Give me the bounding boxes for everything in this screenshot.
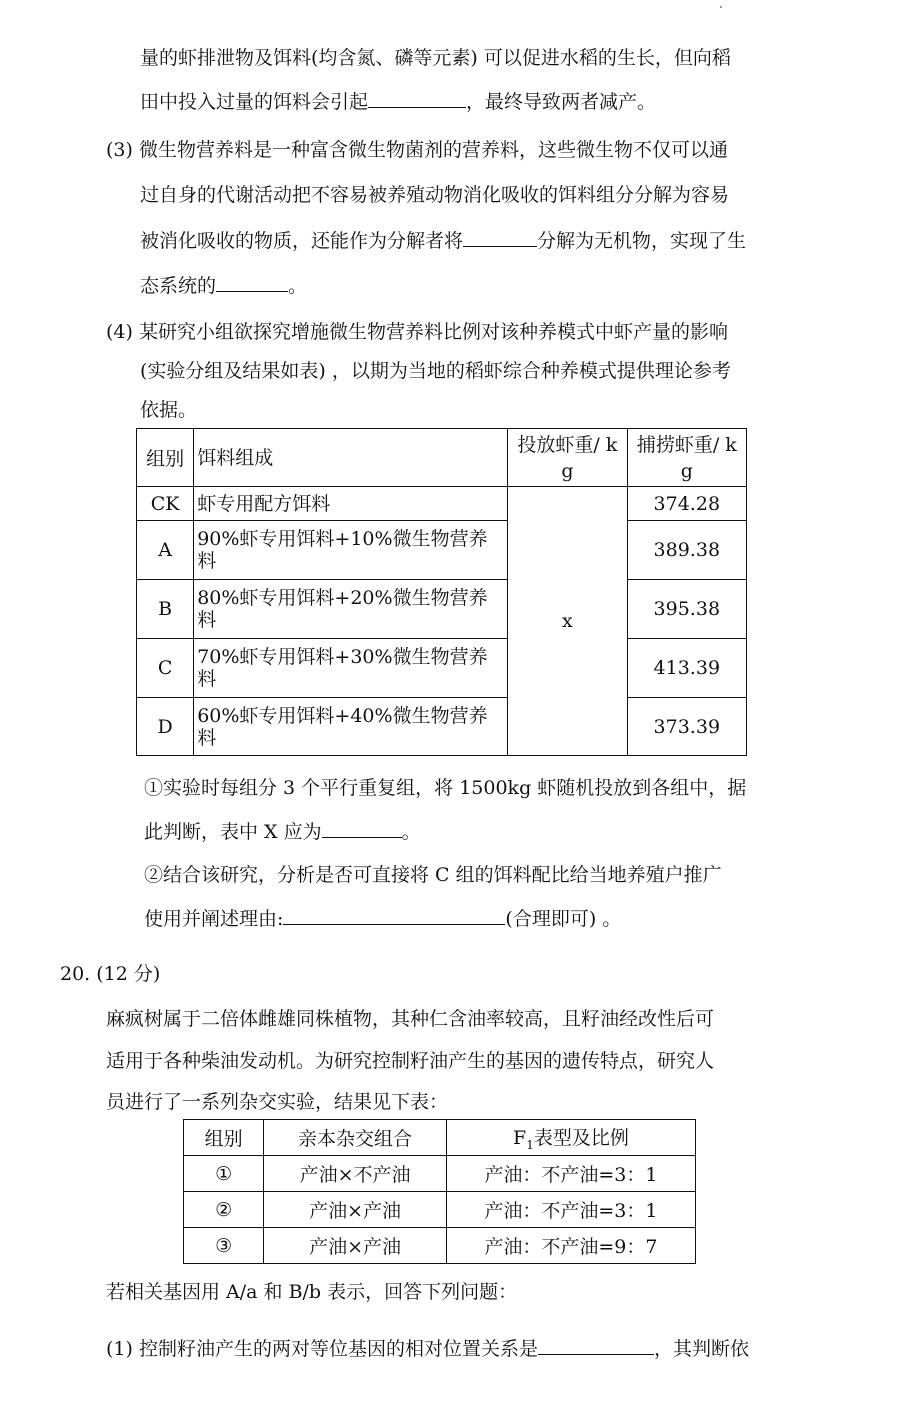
group-cell: ② xyxy=(184,1192,264,1228)
group-cell: ① xyxy=(184,1156,264,1192)
paragraph-line: 田中投入过量的饵料会引起 ，最终导致两者减产。 xyxy=(140,91,657,113)
group-cell: A xyxy=(137,521,194,580)
cross-cell: 产油×产油 xyxy=(264,1228,447,1264)
answer-blank[interactable] xyxy=(283,906,505,925)
shrimp-feed-table xyxy=(136,428,747,756)
paragraph-line: 麻疯树属于二倍体雌雄同株植物，其种仁含油率较高，且籽油经改性后可 xyxy=(106,1008,715,1030)
header-cell: $F_1$表型及比例 xyxy=(446,1120,695,1156)
ratio-cell: 产油：不产油=9：7 xyxy=(446,1228,695,1264)
subquestion-2-line: ②结合该研究，分析是否可直接将 C 组的饵料配比给当地养殖户推广 xyxy=(144,864,722,886)
header-cell: 亲本杂交组合 xyxy=(264,1120,447,1156)
paragraph-line: 使用并阐述理由: (合理即可) 。 xyxy=(144,908,622,930)
table-row xyxy=(137,698,747,756)
table-row xyxy=(137,639,747,698)
table-row xyxy=(137,521,747,580)
paragraph-line: 量的虾排泄物及饵料(均含氮、磷等元素) 可以促进水稻的生长，但向稻 xyxy=(140,47,731,69)
paragraph-line: (实验分组及结果如表) ，以期为当地的稻虾综合种养模式提供理论参考 xyxy=(140,360,731,382)
question-20-header: 20. (12 分) xyxy=(60,963,161,985)
group-cell: C xyxy=(137,639,194,698)
group-cell: B xyxy=(137,580,194,639)
catch-weight-cell: 395.38 xyxy=(627,580,746,639)
group-cell: D xyxy=(137,698,194,756)
feed-cell: 90%虾专用饵料+10%微生物营养料 xyxy=(194,521,508,580)
question-4-line: (4) 某研究小组欲探究增施微生物营养料比例对该种养模式中虾产量的影响 xyxy=(106,321,728,343)
ratio-cell: 产油：不产油=3：1 xyxy=(446,1156,695,1192)
answer-blank[interactable] xyxy=(216,273,288,292)
catch-weight-cell: 373.39 xyxy=(627,698,746,756)
question-3-line: (3) 微生物营养料是一种富含微生物菌剂的营养料，这些微生物不仅可以通 xyxy=(106,139,728,161)
table-row xyxy=(184,1156,696,1192)
paragraph-line: 若相关基因用 A/a 和 B/b 表示，回答下列问题： xyxy=(106,1281,518,1303)
question-20-1-line: (1) 控制籽油产生的两对等位基因的相对位置关系是 ，其判断依 xyxy=(106,1338,749,1360)
answer-blank[interactable] xyxy=(322,819,402,838)
table-row xyxy=(137,487,747,521)
table-header-row xyxy=(137,429,747,487)
header-cell: 饵料组成 xyxy=(194,429,508,487)
subquestion-1-line: ①实验时每组分 3 个平行重复组，将 1500kg 虾随机投放到各组中，据 xyxy=(144,777,747,799)
cross-cell: 产油×不产油 xyxy=(264,1156,447,1192)
catch-weight-cell: 413.39 xyxy=(627,639,746,698)
group-cell: ③ xyxy=(184,1228,264,1264)
table-row xyxy=(137,580,747,639)
catch-weight-cell: 374.28 xyxy=(627,487,746,521)
paragraph-line: 过自身的代谢活动把不容易被养殖动物消化吸收的饵料组分分解为容易 xyxy=(140,184,730,206)
paragraph-line: 态系统的 。 xyxy=(140,275,308,297)
page-speck xyxy=(720,6,722,8)
ratio-cell: 产油：不产油=3：1 xyxy=(446,1192,695,1228)
feed-cell: 虾专用配方饵料 xyxy=(194,487,508,521)
catch-weight-cell: 389.38 xyxy=(627,521,746,580)
paragraph-line: 此判断，表中 X 应为 。 xyxy=(144,821,421,843)
answer-blank[interactable] xyxy=(463,228,537,247)
feed-cell: 70%虾专用饵料+30%微生物营养料 xyxy=(194,639,508,698)
answer-blank[interactable] xyxy=(538,1336,654,1355)
paragraph-line: 员进行了一系列杂交实验，结果见下表： xyxy=(106,1091,449,1113)
header-cell: 捕捞虾重/ k g xyxy=(627,429,746,487)
header-cell: 组别 xyxy=(184,1120,264,1156)
paragraph-line: 被消化吸收的物质，还能作为分解者将 分解为无机物，实现了生 xyxy=(140,230,747,252)
table-header-row xyxy=(184,1120,696,1156)
header-cell: 组别 xyxy=(137,429,194,487)
paragraph-line: 适用于各种柴油发动机。为研究控制籽油产生的基因的遗传特点，研究人 xyxy=(106,1050,715,1072)
stocking-weight-cell: x xyxy=(508,487,627,756)
answer-blank[interactable] xyxy=(368,89,466,108)
group-cell: CK xyxy=(137,487,194,521)
paragraph-line: 依据。 xyxy=(140,399,198,421)
cross-experiment-table xyxy=(183,1119,696,1264)
feed-cell: 60%虾专用饵料+40%微生物营养料 xyxy=(194,698,508,756)
cross-cell: 产油×产油 xyxy=(264,1192,447,1228)
table-row xyxy=(184,1192,696,1228)
header-cell: 投放虾重/ k g xyxy=(508,429,627,487)
table-row xyxy=(184,1228,696,1264)
feed-cell: 80%虾专用饵料+20%微生物营养料 xyxy=(194,580,508,639)
